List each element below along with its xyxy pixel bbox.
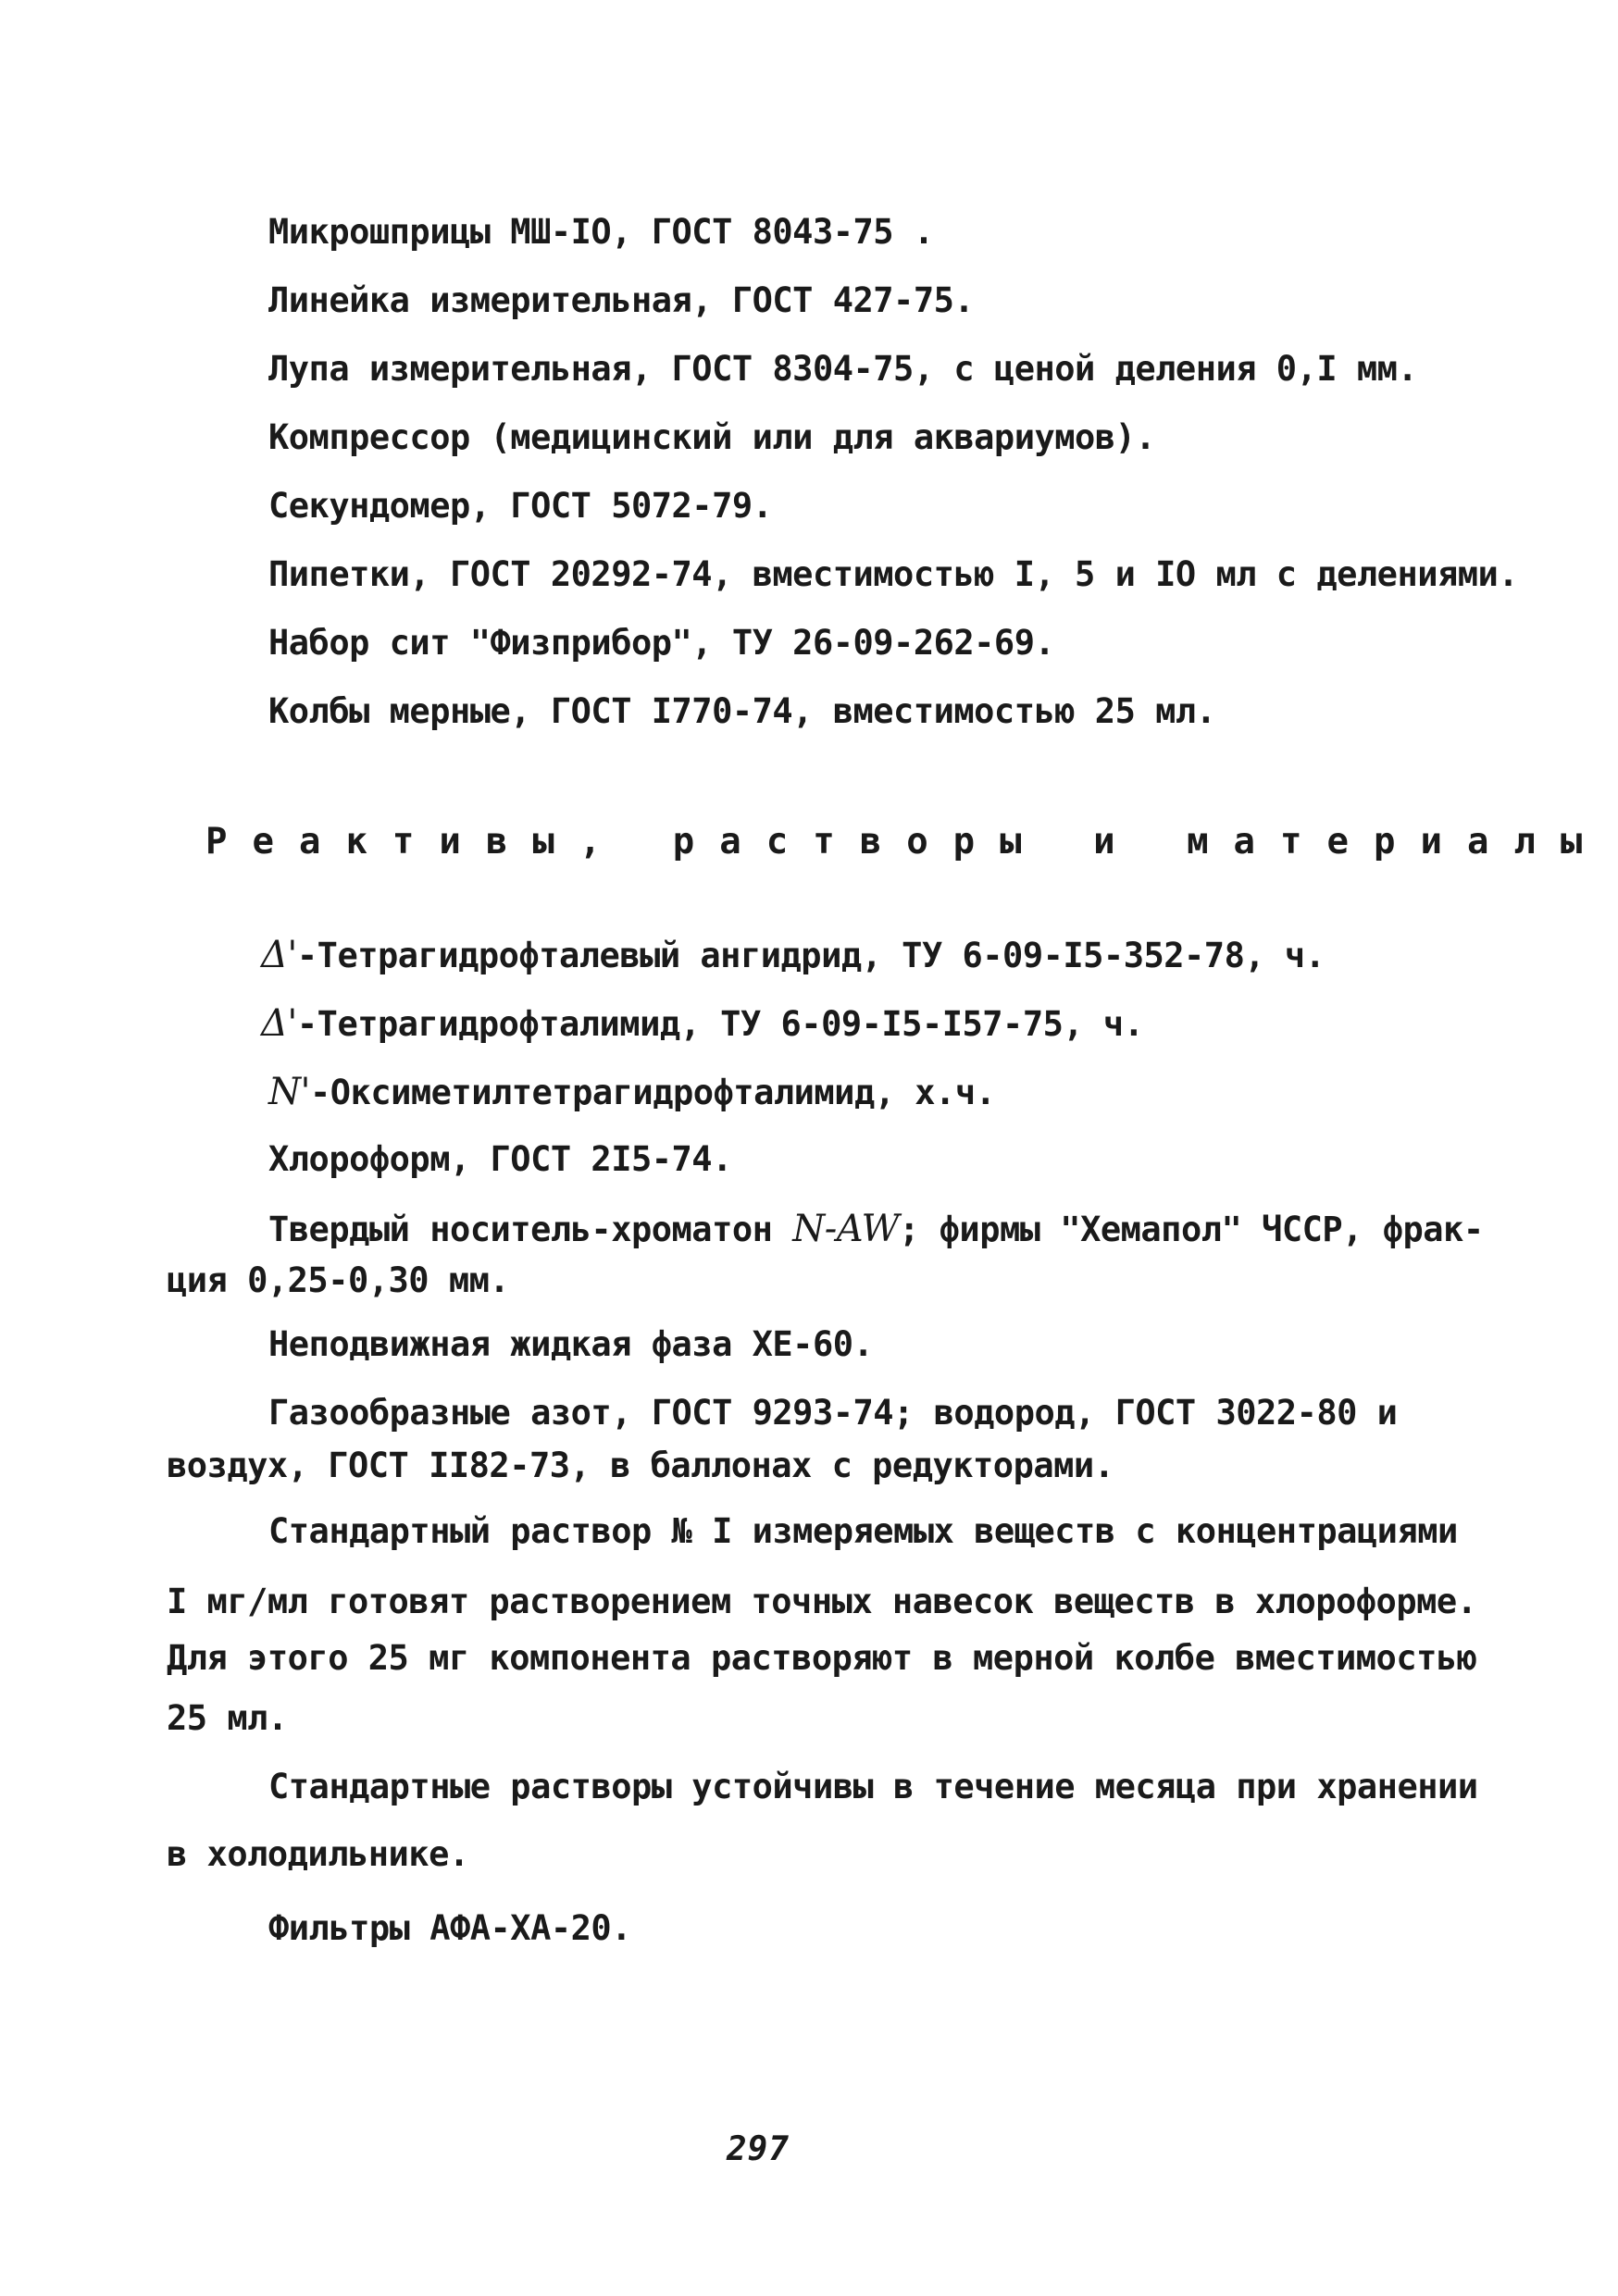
standard-solution-line-2: I мг/мл готовят растворением точных навесок веществ в хлороформе. bbox=[167, 1582, 1477, 1621]
reagent-anhydride-text: -Тетрагидрофталевый ангидрид, ТУ 6-09-I5-352-78, ч. bbox=[296, 936, 1326, 975]
equipment-item-microsyringes: Микрошприцы МШ-IO, ГОСТ 8043-75 . bbox=[268, 212, 934, 252]
delta-prime-mark: Δ' bbox=[261, 934, 297, 976]
equipment-item-sieves: Набор сит "Физприбор", ТУ 26-09-262-69. bbox=[268, 623, 1055, 663]
reagent-gases: Газообразные азот, ГОСТ 9293-74; водород, ГОСТ 3022-80 и bbox=[268, 1393, 1398, 1433]
reagent-carrier-text-b: ; фирмы "Хемапол" ЧССР, фрак- bbox=[899, 1210, 1484, 1249]
reagent-carrier bbox=[268, 1208, 1484, 1250]
equipment-item-magnifier: Лупа измерительная, ГОСТ 8304-75, с ценой деления 0,I мм. bbox=[268, 349, 1418, 389]
reagent-anhydride bbox=[261, 934, 1326, 976]
standard-solution-line-3: Для этого 25 мг компонента растворяют в мерной колбе вместимостью bbox=[167, 1638, 1477, 1678]
section-heading: Реактивы, растворы и материалы bbox=[205, 821, 1608, 863]
equipment-item-ruler: Линейка измерительная, ГОСТ 427-75. bbox=[268, 280, 975, 320]
stability-line-2: в холодильнике. bbox=[167, 1834, 469, 1874]
reagent-oxymethyl bbox=[268, 1071, 996, 1113]
reagent-gases-cont: воздух, ГОСТ II82-73, в баллонах с редукторами. bbox=[167, 1446, 1114, 1485]
equipment-item-compressor: Компрессор (медицинский или для аквариумов). bbox=[268, 417, 1156, 457]
delta-prime-mark: Δ' bbox=[261, 1002, 297, 1045]
equipment-item-flasks: Колбы мерные, ГОСТ I770-74, вместимостью 25 мл. bbox=[268, 691, 1216, 731]
reagent-imide-text: -Тетрагидрофталимид, ТУ 6-09-I5-I57-75, ч. bbox=[296, 1004, 1144, 1044]
reagent-chloroform: Хлороформ, ГОСТ 2I5-74. bbox=[268, 1139, 732, 1179]
reagent-imide bbox=[261, 1002, 1144, 1045]
page-number: 297 bbox=[727, 2130, 790, 2168]
equipment-item-pipettes: Пипетки, ГОСТ 20292-74, вместимостью I, 5 и IO мл с делениями. bbox=[268, 554, 1519, 594]
reagent-carrier-text-a: Твердый носитель-хроматон bbox=[268, 1210, 793, 1249]
reagent-oxymethyl-text: -Оксиметилтетрагидрофталимид, х.ч. bbox=[310, 1073, 996, 1112]
standard-solution-para: Стандартный раствор № I измеряемых веществ с концентрациями bbox=[268, 1511, 1458, 1551]
reagent-stationary-phase: Неподвижная жидкая фаза ХЕ-60. bbox=[268, 1324, 874, 1364]
filters-line: Фильтры АФА-ХА-20. bbox=[268, 1908, 631, 1948]
stability-para: Стандартные растворы устойчивы в течение месяца при хранении bbox=[268, 1767, 1478, 1806]
n-aw-mark: N-AW bbox=[792, 1208, 900, 1250]
equipment-item-stopwatch: Секундомер, ГОСТ 5072-79. bbox=[268, 486, 773, 526]
reagent-carrier-cont: ция 0,25-0,30 мм. bbox=[167, 1260, 510, 1300]
standard-solution-line-4: 25 мл. bbox=[167, 1698, 288, 1738]
n-prime-mark: N' bbox=[268, 1071, 310, 1113]
